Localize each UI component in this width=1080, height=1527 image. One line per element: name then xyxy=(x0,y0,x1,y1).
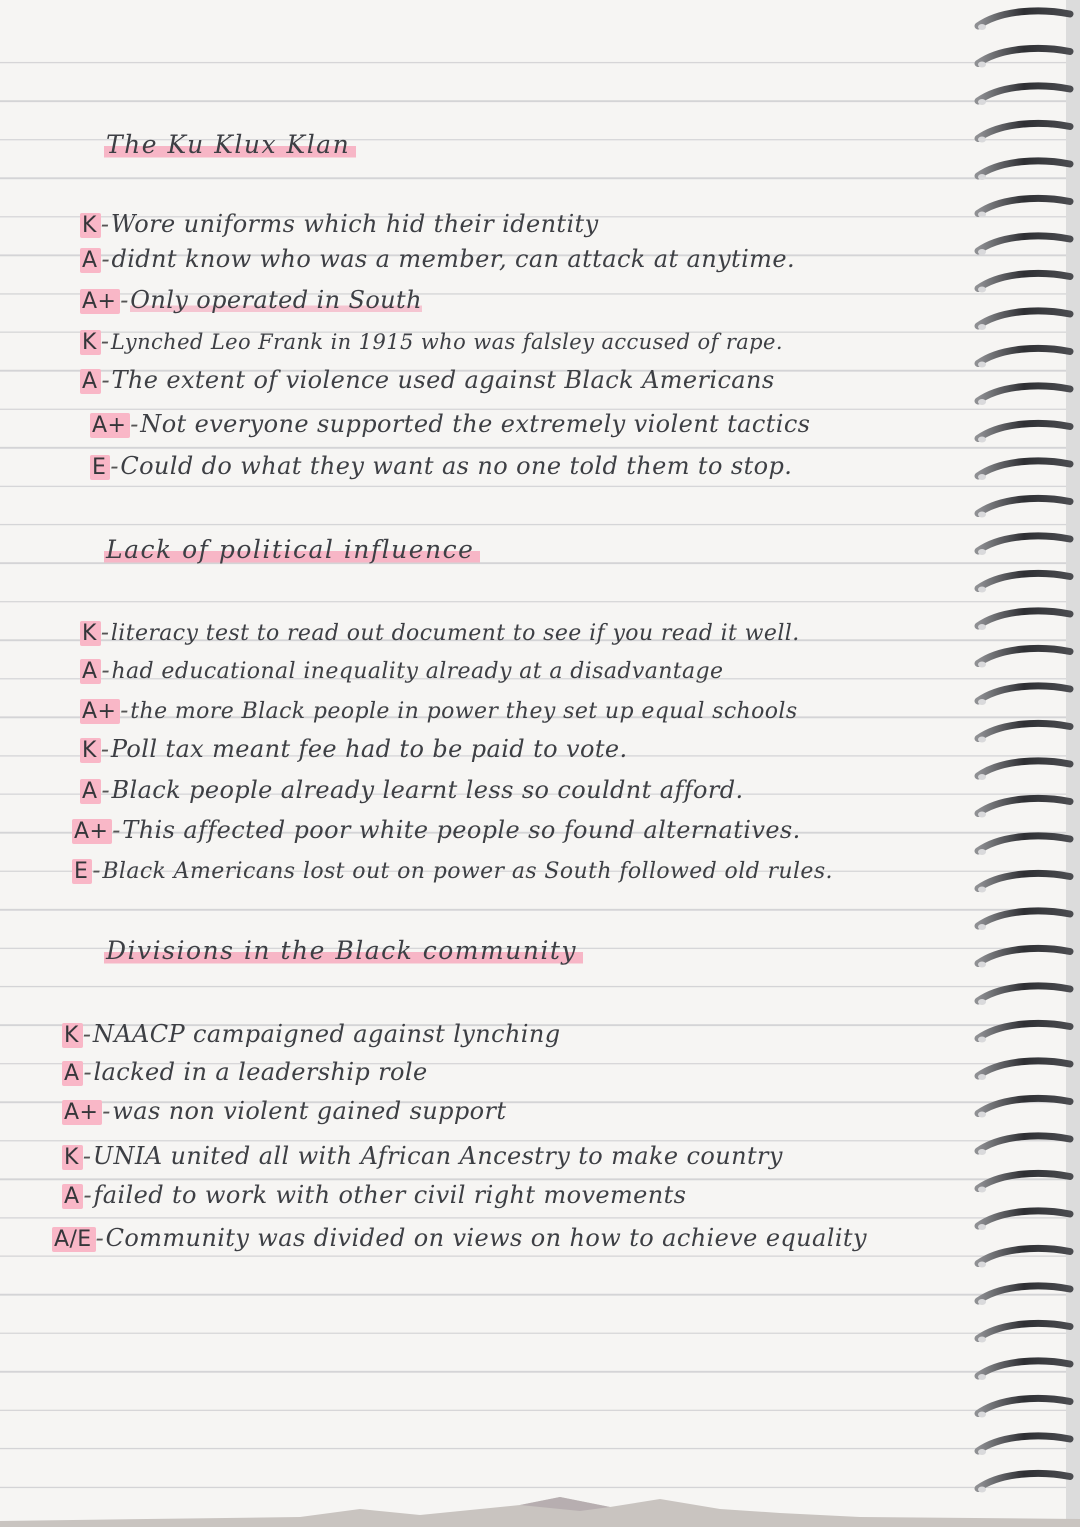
code-marker: A+ xyxy=(80,699,120,724)
binding-hole xyxy=(978,474,986,480)
binding-hole xyxy=(978,1187,986,1193)
spiral-coil xyxy=(978,11,1070,26)
note-line: K -Wore uniforms which hid their identity xyxy=(82,210,599,238)
note-line: K -Lynched Leo Frank in 1915 who was falsley accused of rape. xyxy=(82,327,783,355)
binding-hole xyxy=(978,174,986,180)
spiral-coil xyxy=(978,423,1070,438)
binding-hole xyxy=(978,1449,986,1455)
code-marker: A+ xyxy=(72,819,112,844)
spiral-coil xyxy=(978,948,1070,963)
spiral-coil xyxy=(978,761,1070,776)
spiral-coil xyxy=(978,1398,1070,1413)
note-line: E -Black Americans lost out on power as South followed old rules. xyxy=(74,856,833,884)
spiral-coil xyxy=(978,911,1070,926)
binding-hole xyxy=(978,662,986,668)
spiral-coil xyxy=(978,86,1070,101)
spiral-coil xyxy=(978,1286,1070,1301)
note-line: A+ -This affected poor white people so found alternatives. xyxy=(74,816,801,844)
spiral-coil xyxy=(978,873,1070,888)
note-line: A -didnt know who was a member, can attack at anytime. xyxy=(82,245,795,273)
code-marker: A xyxy=(80,779,101,804)
code-marker: K xyxy=(80,330,101,355)
spiral-coil xyxy=(978,498,1070,513)
note-line: A -had educational inequality already at a disadvantage xyxy=(82,656,724,684)
spiral-coil xyxy=(978,161,1070,176)
binding-hole xyxy=(978,1299,986,1305)
spiral-coil xyxy=(978,836,1070,851)
spiral-coil xyxy=(978,798,1070,813)
code-marker: A/E xyxy=(52,1227,96,1252)
section-heading-kkk: The Ku Klux Klan xyxy=(104,130,356,159)
binding-hole xyxy=(978,812,986,818)
spiral-coil xyxy=(978,1211,1070,1226)
binding-hole xyxy=(978,437,986,443)
binding-hole xyxy=(978,924,986,930)
section-heading-political-influence: Lack of political influence xyxy=(104,535,480,564)
spiral-coil xyxy=(978,986,1070,1001)
code-marker: A xyxy=(80,369,101,394)
section-heading-divisions: Divisions in the Black community xyxy=(104,936,583,965)
spiral-coil xyxy=(978,1061,1070,1076)
binding-hole xyxy=(978,849,986,855)
spiral-coil xyxy=(978,723,1070,738)
note-line: A+ -was non violent gained support xyxy=(64,1097,507,1125)
binding-hole xyxy=(978,512,986,518)
code-marker: K xyxy=(80,738,101,763)
binding-hole xyxy=(978,962,986,968)
spiral-coil xyxy=(978,236,1070,251)
code-marker: K xyxy=(80,213,101,238)
spiral-coil xyxy=(978,311,1070,326)
spiral-coil xyxy=(978,123,1070,138)
binding-hole xyxy=(978,212,986,218)
spiral-coil xyxy=(978,198,1070,213)
spiral-coil xyxy=(978,1023,1070,1038)
note-line: K -UNIA united all with African Ancestry to make country xyxy=(64,1142,783,1170)
note-line: A/E -Community was divided on views on how to achieve equality xyxy=(54,1224,867,1252)
binding-hole xyxy=(978,1374,986,1380)
note-line: K -literacy test to read out document to see if you read it well. xyxy=(82,618,800,646)
code-marker: E xyxy=(72,859,92,884)
spiral-coil xyxy=(978,648,1070,663)
spiral-coil xyxy=(978,48,1070,63)
code-marker: A+ xyxy=(62,1100,102,1125)
spiral-coil xyxy=(978,386,1070,401)
spiral-coil xyxy=(978,573,1070,588)
binding-hole xyxy=(978,624,986,630)
spiral-coil xyxy=(978,348,1070,363)
code-marker: K xyxy=(80,621,101,646)
spiral-coil xyxy=(978,1361,1070,1376)
spiral-coil xyxy=(978,273,1070,288)
page-bottom-edge xyxy=(0,1487,1080,1527)
binding-hole xyxy=(978,287,986,293)
binding-hole xyxy=(978,549,986,555)
code-marker: A+ xyxy=(80,289,120,314)
note-line: A+ -Not everyone supported the extremely violent tactics xyxy=(92,410,811,438)
spiral-coil xyxy=(978,536,1070,551)
code-marker: K xyxy=(62,1145,83,1170)
binding-hole xyxy=(978,999,986,1005)
spiral-coil xyxy=(978,1173,1070,1188)
spiral-coil xyxy=(978,1248,1070,1263)
code-marker: K xyxy=(62,1023,83,1048)
binding-hole xyxy=(978,774,986,780)
code-marker: A xyxy=(62,1184,83,1209)
binding-hole xyxy=(978,1112,986,1118)
binding-hole xyxy=(978,737,986,743)
spiral-coil xyxy=(978,1098,1070,1113)
binding-hole xyxy=(978,99,986,105)
note-line: A+ -Only operated in South xyxy=(82,286,422,314)
note-line: A -Black people already learnt less so couldnt afford. xyxy=(82,776,744,804)
binding-hole xyxy=(978,399,986,405)
note-line: A -lacked in a leadership role xyxy=(64,1058,428,1086)
binding-hole xyxy=(978,1037,986,1043)
spiral-coil xyxy=(978,686,1070,701)
note-line: A+ -the more Black people in power they set up equal schools xyxy=(82,696,798,724)
binding-hole xyxy=(978,1262,986,1268)
note-line: K -Poll tax meant fee had to be paid to vote. xyxy=(82,735,628,763)
binding-hole xyxy=(978,887,986,893)
spiral-coil xyxy=(978,1136,1070,1151)
spiral-binding-icon xyxy=(970,0,1080,1527)
binding-hole xyxy=(978,1074,986,1080)
binding-hole xyxy=(978,1337,986,1343)
binding-hole xyxy=(978,1224,986,1230)
code-marker: A xyxy=(80,248,101,273)
code-marker: E xyxy=(90,455,110,480)
note-line: A -failed to work with other civil right movements xyxy=(64,1181,687,1209)
binding-hole xyxy=(978,249,986,255)
binding-hole xyxy=(978,1412,986,1418)
note-line: E -Could do what they want as no one told them to stop. xyxy=(92,452,793,480)
code-marker: A xyxy=(80,659,101,684)
binding-hole xyxy=(978,137,986,143)
code-marker: A xyxy=(62,1061,83,1086)
code-marker: A+ xyxy=(90,413,130,438)
binding-hole xyxy=(978,24,986,30)
spiral-coil xyxy=(978,1323,1070,1338)
binding-hole xyxy=(978,1149,986,1155)
spiral-coil xyxy=(978,461,1070,476)
note-line: A -The extent of violence used against Black Americans xyxy=(82,366,775,394)
binding-hole xyxy=(978,699,986,705)
binding-hole xyxy=(978,587,986,593)
spiral-coil xyxy=(978,1436,1070,1451)
spiral-coil xyxy=(978,611,1070,626)
note-line: K -NAACP campaigned against lynching xyxy=(64,1020,561,1048)
binding-hole xyxy=(978,362,986,368)
binding-hole xyxy=(978,62,986,68)
binding-hole xyxy=(978,324,986,330)
